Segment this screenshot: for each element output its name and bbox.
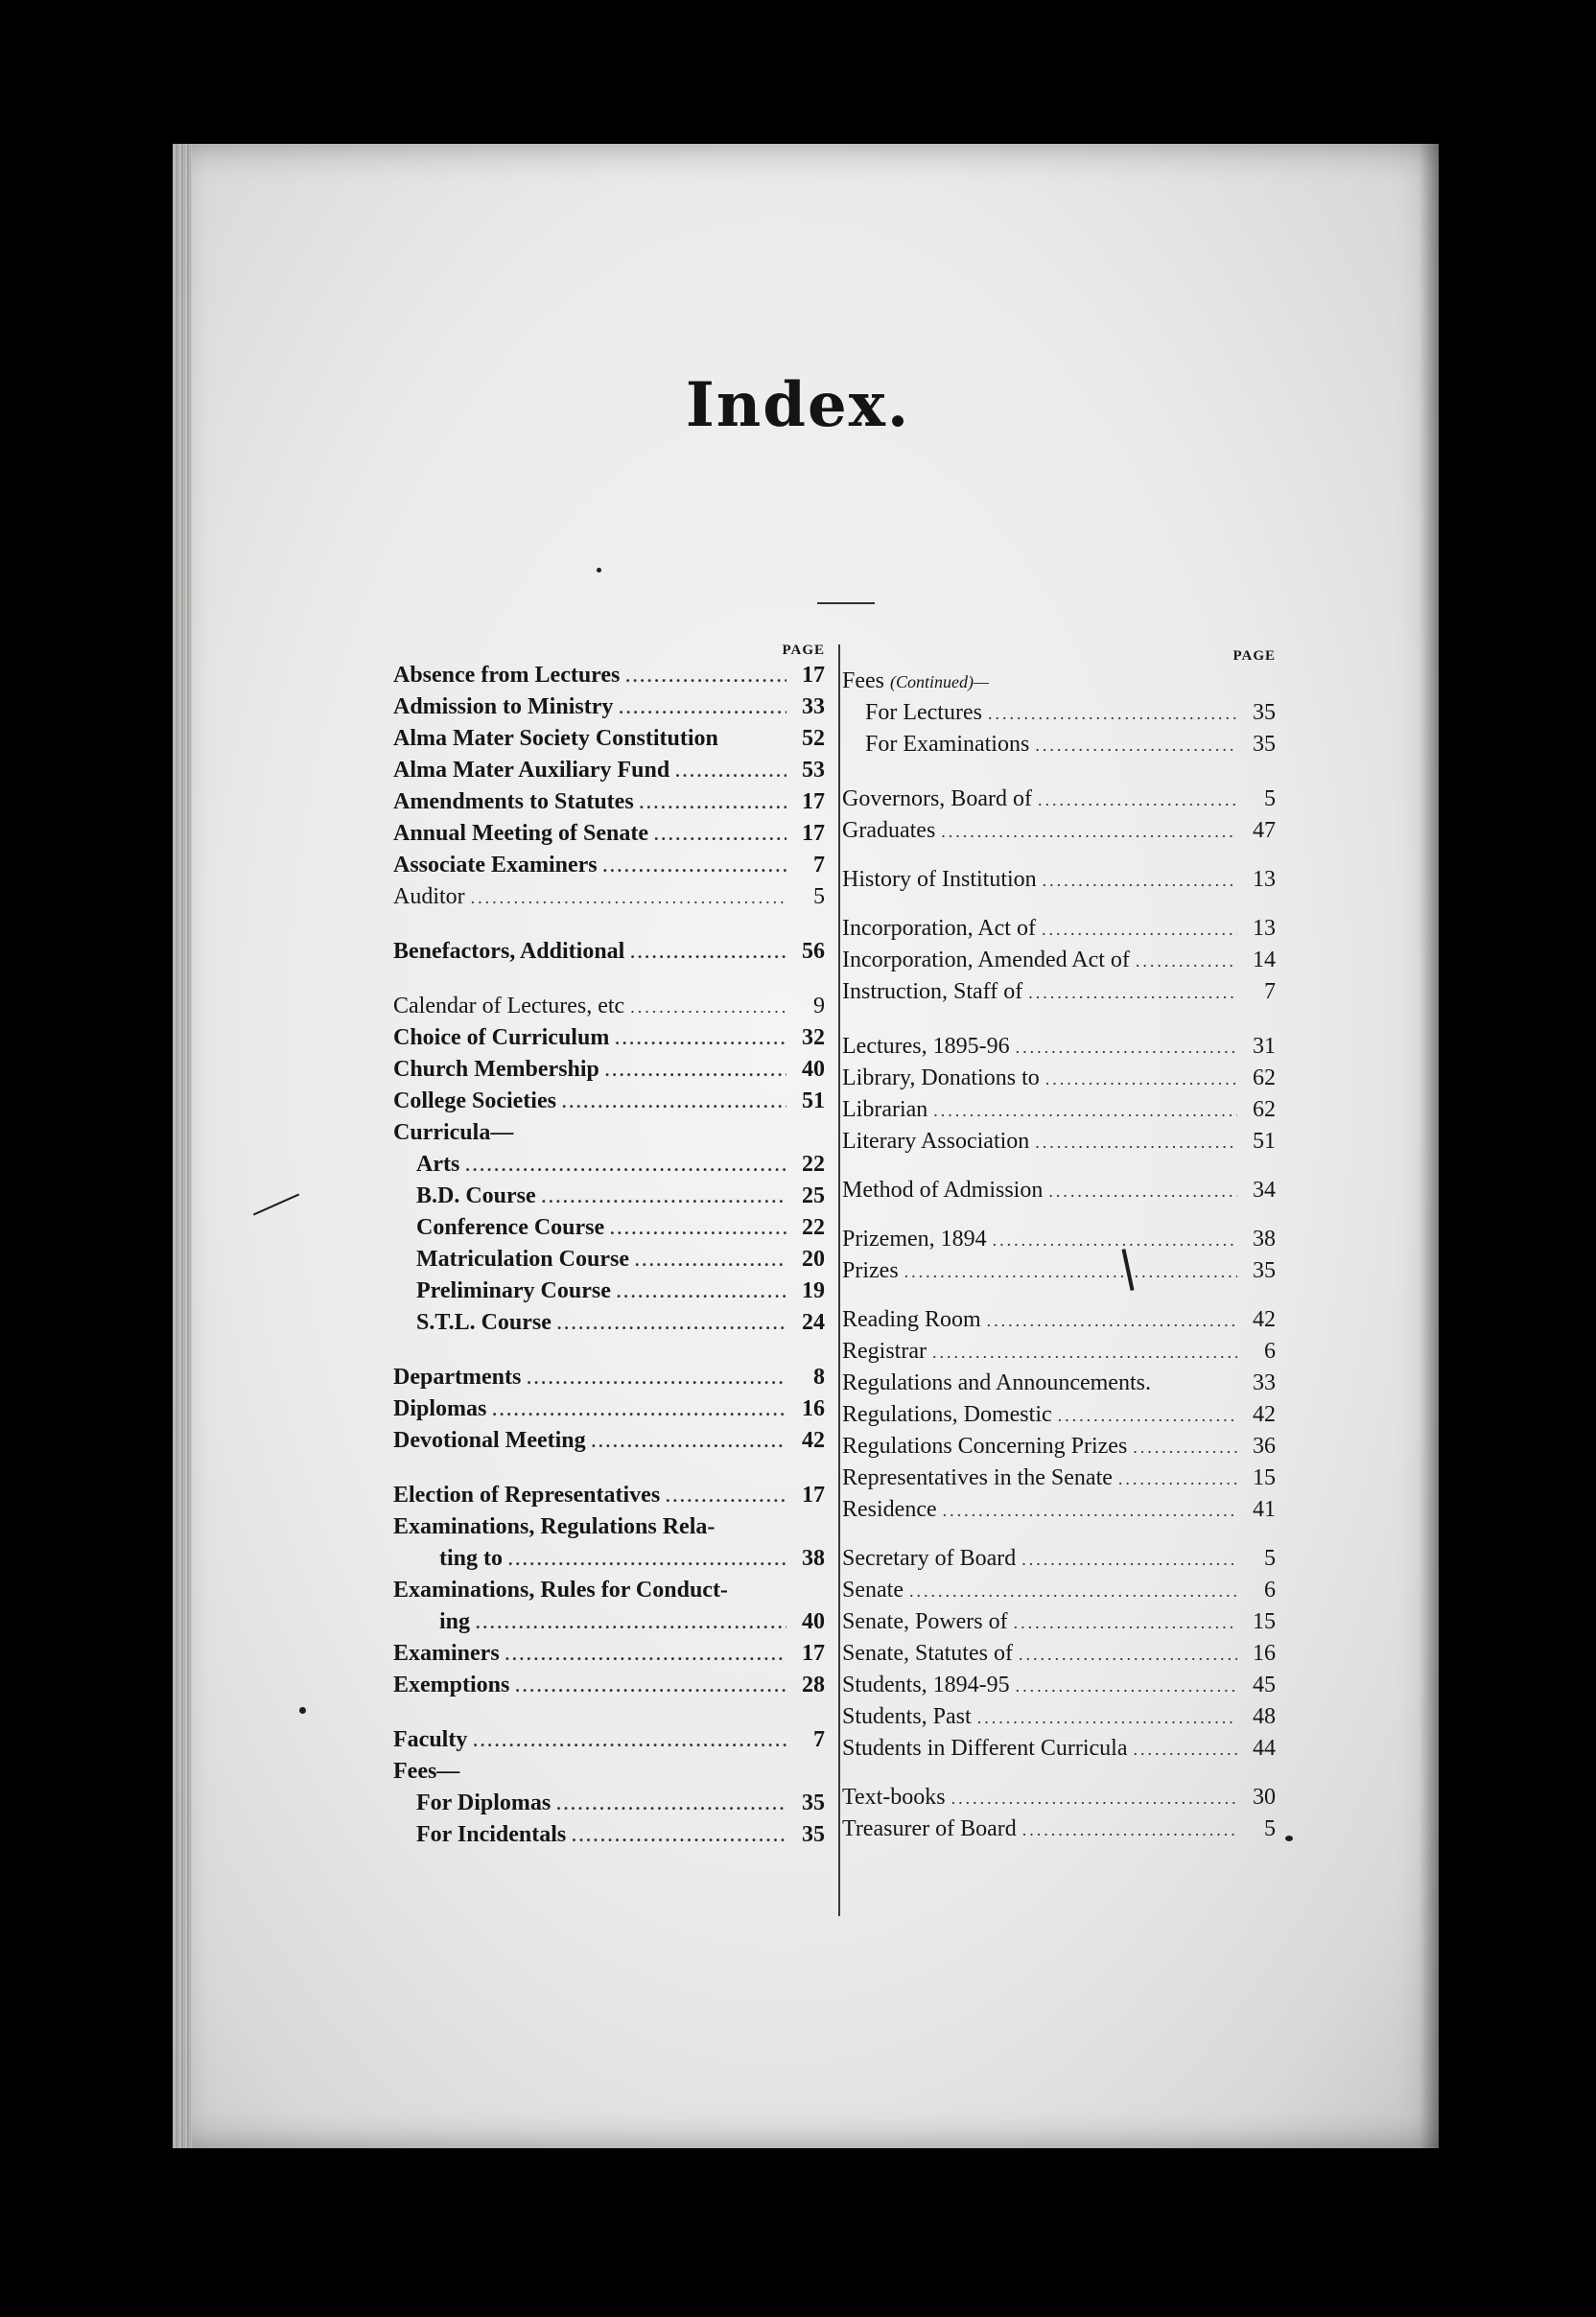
index-entry (393, 1393, 825, 1425)
index-entry-label: Incorporation, Act of (842, 916, 1036, 941)
index-entry-page-number: 52 (802, 726, 825, 751)
index-entry-label: Prizemen, 1894 (842, 1227, 987, 1252)
index-heading-label: Fees— (393, 1759, 460, 1784)
index-entry-label: Arts (416, 1152, 460, 1177)
index-entry-label: For Examinations (865, 732, 1030, 757)
index-entry-label: For Incidentals (416, 1822, 567, 1847)
index-entry-label: Incorporation, Amended Act of (842, 948, 1130, 972)
index-entry-page-number: 53 (802, 758, 825, 783)
index-entry-label: Exemptions (393, 1673, 510, 1697)
index-entry-label: For Lectures (865, 700, 982, 725)
index-entry-page-number: 13 (1253, 916, 1276, 941)
title-rule (817, 602, 875, 604)
dot-leader (1134, 1734, 1238, 1766)
index-entry (842, 1606, 1276, 1638)
dot-leader (1133, 1432, 1237, 1463)
index-entry (842, 1031, 1276, 1063)
dot-leader (562, 1087, 786, 1118)
index-entry-page-number: 33 (802, 694, 825, 719)
dot-leader (654, 819, 786, 851)
index-entry (842, 1304, 1276, 1336)
index-entry-page-number: 31 (1253, 1034, 1276, 1059)
index-entry-page-number: 42 (802, 1428, 825, 1453)
entry-gap (393, 1701, 825, 1724)
entry-gap (842, 1765, 1276, 1782)
index-entry (842, 729, 1276, 761)
index-entry-label: History of Institution (842, 867, 1037, 892)
index-entry (842, 913, 1276, 945)
index-entry-page-number: 33 (1253, 1370, 1276, 1395)
index-entry-label: Senate, Statutes of (842, 1641, 1013, 1666)
index-heading-label: Examinations, Rules for Conduct- (393, 1578, 728, 1603)
index-heading-sub: (Continued)— (890, 672, 989, 691)
dot-leader (527, 1363, 786, 1394)
index-entry (393, 723, 825, 755)
index-entry (393, 1788, 825, 1819)
dot-leader (617, 1276, 786, 1308)
dot-leader (943, 1495, 1237, 1527)
index-entry-page-number: 62 (1253, 1097, 1276, 1122)
index-entry-label: College Societies (393, 1088, 556, 1113)
dot-leader (1016, 1032, 1237, 1064)
index-entry-label: Choice of Curriculum (393, 1025, 610, 1050)
index-entry (842, 1336, 1276, 1368)
dot-leader (508, 1544, 786, 1576)
index-entry-page-number: 40 (802, 1057, 825, 1082)
entry-gap (393, 1457, 825, 1480)
index-entry (842, 1063, 1276, 1094)
index-entry-page-number: 22 (802, 1215, 825, 1240)
index-entry-page-number: 7 (1264, 979, 1276, 1004)
index-entry (393, 1480, 825, 1511)
column-divider (838, 644, 840, 1916)
index-entry-label: B.D. Course (416, 1183, 536, 1208)
index-entry-label: Method of Admission (842, 1178, 1044, 1203)
dot-leader (1019, 1639, 1237, 1671)
index-entry-page-number: 51 (1253, 1129, 1276, 1154)
index-entry-page-number: 5 (1264, 1546, 1276, 1571)
index-entry-label: Lectures, 1895-96 (842, 1034, 1010, 1059)
dot-leader (933, 1095, 1237, 1127)
index-entry (393, 755, 825, 786)
index-entry-page-number: 5 (1264, 1816, 1276, 1841)
index-entry (842, 1255, 1276, 1287)
index-entry-label: Treasurer of Board (842, 1816, 1017, 1841)
index-entry (393, 1244, 825, 1276)
index-entry (842, 1431, 1276, 1463)
index-entry-page-number: 35 (802, 1822, 825, 1847)
index-entry (393, 1425, 825, 1457)
index-entry (393, 660, 825, 691)
index-entry (393, 881, 825, 913)
index-list-left (393, 660, 825, 1851)
index-entry-label: Regulations Concerning Prizes (842, 1434, 1128, 1459)
index-entry-page-number: 35 (1253, 1258, 1276, 1283)
index-entry (842, 1782, 1276, 1814)
index-entry-label: Examiners (393, 1641, 500, 1666)
dot-leader (1045, 1064, 1237, 1095)
dot-leader (630, 992, 786, 1023)
index-entry-page-number: 51 (802, 1088, 825, 1113)
dot-leader (941, 816, 1237, 848)
page-column-header: PAGE (1232, 648, 1276, 664)
index-entry-page-number: 8 (813, 1365, 825, 1390)
dot-leader (977, 1702, 1237, 1734)
index-entry (842, 1175, 1276, 1206)
index-entry (842, 864, 1276, 896)
index-entry (842, 1463, 1276, 1494)
entry-gap (842, 1287, 1276, 1304)
index-entry-page-number: 62 (1253, 1065, 1276, 1090)
index-entry-page-number: 35 (1253, 700, 1276, 725)
dot-leader (666, 1481, 786, 1512)
dot-leader (1118, 1463, 1237, 1495)
index-entry (393, 1086, 825, 1117)
index-entry-page-number: 44 (1253, 1736, 1276, 1761)
index-entry (393, 1149, 825, 1181)
dot-leader (572, 1820, 786, 1852)
index-entry-label: Registrar (842, 1339, 927, 1364)
dot-leader (932, 1337, 1237, 1369)
dot-leader (1058, 1400, 1237, 1432)
dot-leader (1022, 1814, 1237, 1846)
dot-leader (909, 1576, 1237, 1607)
index-entry (842, 1670, 1276, 1701)
index-entry-label: Regulations and Announcements. (842, 1370, 1151, 1395)
dot-leader (1042, 914, 1237, 946)
dot-leader (635, 1245, 786, 1276)
index-entry-label: Benefactors, Additional (393, 939, 625, 964)
index-entry-label: Regulations, Domestic (842, 1402, 1052, 1427)
index-entry-label: Admission to Ministry (393, 694, 614, 719)
dot-leader (993, 1225, 1237, 1256)
index-heading-fees (393, 1756, 825, 1788)
index-entry-label: Faculty (393, 1727, 468, 1752)
index-entry-page-number: 5 (813, 884, 825, 909)
dot-leader (1043, 865, 1237, 897)
index-entry (393, 818, 825, 850)
index-entry-label: Absence from Lectures (393, 663, 621, 688)
index-entry-page-number: 15 (1253, 1465, 1276, 1490)
index-entry-page-number: 28 (802, 1673, 825, 1697)
ink-dot (1285, 1836, 1293, 1841)
index-entry-page-number: 40 (802, 1609, 825, 1634)
index-entry-label: S.T.L. Course (416, 1310, 552, 1335)
entry-gap (842, 1158, 1276, 1175)
index-entry (393, 1307, 825, 1339)
index-entry-label: ing (439, 1609, 471, 1634)
index-entry (842, 1368, 1276, 1399)
index-entry (842, 1575, 1276, 1606)
dot-leader (1035, 1127, 1237, 1158)
index-entry (393, 1819, 825, 1851)
entry-gap (393, 913, 825, 936)
index-entry (842, 1701, 1276, 1733)
index-entry-page-number: 16 (1253, 1641, 1276, 1666)
index-entry-page-number: 20 (802, 1247, 825, 1272)
index-entry (393, 1606, 825, 1638)
index-entry (393, 1670, 825, 1701)
index-heading-examinations-rules-for-conduct (393, 1575, 825, 1606)
index-entry-label: Governors, Board of (842, 786, 1032, 811)
index-entry (393, 936, 825, 968)
index-entry-page-number: 9 (813, 994, 825, 1018)
index-entry-page-number: 15 (1253, 1609, 1276, 1634)
index-entry (393, 850, 825, 881)
index-entry-label: Departments (393, 1365, 522, 1390)
index-entry-page-number: 17 (802, 663, 825, 688)
index-heading-label: Fees (842, 668, 884, 693)
index-heading-label: Examinations, Regulations Rela- (393, 1514, 716, 1539)
dot-leader (625, 661, 786, 692)
dot-leader (904, 1256, 1237, 1288)
index-entry (393, 1543, 825, 1575)
index-entry-page-number: 41 (1253, 1497, 1276, 1522)
index-entry-page-number: 13 (1253, 867, 1276, 892)
dot-leader (1028, 977, 1237, 1009)
index-entry-page-number: 56 (802, 939, 825, 964)
index-entry (842, 1494, 1276, 1526)
index-entry-label: Representatives in the Senate (842, 1465, 1113, 1490)
index-entry-label: Library, Donations to (842, 1065, 1040, 1090)
dot-leader (557, 1308, 786, 1340)
dot-leader (951, 1783, 1237, 1814)
index-entry-label: For Diplomas (416, 1790, 552, 1815)
index-entry (842, 1638, 1276, 1670)
dot-leader (675, 756, 786, 787)
index-entry-page-number: 19 (802, 1278, 825, 1303)
dot-leader (556, 1789, 786, 1820)
index-heading-label: Curricula— (393, 1120, 514, 1145)
index-entry-label: Matriculation Course (416, 1247, 629, 1272)
dot-leader (603, 851, 786, 882)
index-entry-page-number: 36 (1253, 1434, 1276, 1459)
index-entry (393, 1212, 825, 1244)
entry-gap (842, 761, 1276, 784)
index-entry (393, 1181, 825, 1212)
index-entry (393, 1362, 825, 1393)
dot-leader (492, 1394, 786, 1426)
dot-leader (1048, 1176, 1237, 1207)
index-entry-page-number: 38 (1253, 1227, 1276, 1252)
index-entry-label: Reading Room (842, 1307, 981, 1332)
entry-gap (393, 968, 825, 991)
index-entry-label: ting to (439, 1546, 503, 1571)
dot-leader (1021, 1544, 1237, 1576)
index-entry-page-number: 35 (802, 1790, 825, 1815)
index-entry-label: Associate Examiners (393, 853, 598, 878)
index-entry-label: Students in Different Curricula (842, 1736, 1128, 1761)
dot-leader (1038, 784, 1237, 816)
index-entry-page-number: 34 (1253, 1178, 1276, 1203)
dot-leader (473, 1725, 786, 1757)
index-entry-page-number: 32 (802, 1025, 825, 1050)
index-entry (842, 1126, 1276, 1158)
index-entry-label: Devotional Meeting (393, 1428, 586, 1453)
index-entry-label: Students, 1894-95 (842, 1673, 1010, 1697)
index-entry-label: Preliminary Course (416, 1278, 611, 1303)
index-entry-label: Alma Mater Auxiliary Fund (393, 758, 670, 783)
index-entry-page-number: 35 (1253, 732, 1276, 757)
index-entry-page-number: 42 (1253, 1307, 1276, 1332)
index-entry-page-number: 45 (1253, 1673, 1276, 1697)
index-entry (842, 1094, 1276, 1126)
index-entry-page-number: 5 (1264, 786, 1276, 811)
dot-leader (630, 937, 786, 969)
index-entry-page-number: 38 (802, 1546, 825, 1571)
index-entry-page-number: 16 (802, 1396, 825, 1421)
index-entry (393, 1054, 825, 1086)
index-entry (842, 1224, 1276, 1255)
dot-leader (1016, 1671, 1237, 1702)
index-entry (393, 1022, 825, 1054)
index-entry (842, 784, 1276, 815)
index-entry (393, 1276, 825, 1307)
index-heading-examinations-regulations-rela (393, 1511, 825, 1543)
dot-leader (542, 1182, 786, 1213)
index-column-left (393, 641, 825, 1851)
dot-leader (471, 882, 786, 914)
index-entry-label: Graduates (842, 818, 936, 843)
index-list-right (842, 666, 1276, 1845)
entry-gap (842, 1008, 1276, 1031)
index-entry-page-number: 24 (802, 1310, 825, 1335)
entry-gap (842, 1526, 1276, 1543)
index-entry (842, 1814, 1276, 1845)
index-entry-label: Diplomas (393, 1396, 487, 1421)
index-entry-page-number: 14 (1253, 948, 1276, 972)
index-entry-page-number: 17 (802, 1483, 825, 1508)
ink-dot (597, 568, 601, 573)
dot-leader (615, 1023, 786, 1055)
index-entry-label: Conference Course (416, 1215, 605, 1240)
dot-leader (619, 692, 786, 724)
index-entry (393, 991, 825, 1022)
index-entry (393, 1724, 825, 1756)
index-entry (393, 786, 825, 818)
index-entry (842, 976, 1276, 1008)
index-entry-page-number: 48 (1253, 1704, 1276, 1729)
index-heading-curricula (393, 1117, 825, 1149)
page-title: Index. (685, 369, 911, 441)
index-entry-label: Residence (842, 1497, 937, 1522)
dot-leader (505, 1639, 786, 1671)
index-entry-label: Senate (842, 1578, 904, 1603)
dot-leader (592, 1426, 786, 1458)
dot-leader (1035, 730, 1237, 761)
index-heading-fees (842, 666, 1276, 697)
dot-leader (988, 698, 1237, 730)
index-entry-label: Election of Representatives (393, 1483, 661, 1508)
index-entry-page-number: 7 (813, 1727, 825, 1752)
index-entry-label: Librarian (842, 1097, 928, 1122)
index-entry-label: Senate, Powers of (842, 1609, 1008, 1634)
index-entry-page-number: 17 (802, 1641, 825, 1666)
page-edge-right (1420, 144, 1477, 2148)
index-entry (842, 1399, 1276, 1431)
index-entry-page-number: 30 (1253, 1785, 1276, 1810)
index-entry-label: Church Membership (393, 1057, 599, 1082)
index-entry (393, 691, 825, 723)
dot-leader (465, 1150, 786, 1182)
dot-leader (515, 1671, 786, 1702)
index-entry-page-number: 42 (1253, 1402, 1276, 1427)
ink-dot (299, 1707, 306, 1714)
index-entry-page-number: 47 (1253, 818, 1276, 843)
index-entry-label: Amendments to Statutes (393, 789, 634, 814)
dot-leader (987, 1305, 1237, 1337)
index-entry (393, 1638, 825, 1670)
dot-leader (1136, 946, 1237, 977)
index-entry (842, 815, 1276, 847)
index-entry-page-number: 22 (802, 1152, 825, 1177)
index-entry-label: Text-books (842, 1785, 946, 1810)
dot-leader (610, 1213, 786, 1245)
index-entry (842, 945, 1276, 976)
index-entry-label: Calendar of Lectures, etc (393, 994, 625, 1018)
dot-leader (605, 1055, 786, 1087)
index-entry (842, 1543, 1276, 1575)
page-edge-left (173, 144, 192, 2148)
index-entry-label: Alma Mater Society Constitution (393, 726, 718, 751)
index-entry-page-number: 17 (802, 789, 825, 814)
index-entry-label: Auditor (393, 884, 465, 909)
index-entry-label: Literary Association (842, 1129, 1030, 1154)
index-entry-page-number: 17 (802, 821, 825, 846)
index-entry-page-number: 7 (813, 853, 825, 878)
dot-leader (1014, 1607, 1237, 1639)
index-entry (842, 697, 1276, 729)
entry-gap (842, 847, 1276, 864)
index-entry-page-number: 6 (1264, 1339, 1276, 1364)
page-column-header: PAGE (782, 643, 825, 658)
dot-leader (476, 1607, 786, 1639)
entry-gap (842, 896, 1276, 913)
index-entry-label: Students, Past (842, 1704, 972, 1729)
index-column-right (842, 646, 1276, 1845)
index-entry-page-number: 6 (1264, 1578, 1276, 1603)
entry-gap (393, 1339, 825, 1362)
index-entry-label: Annual Meeting of Senate (393, 821, 648, 846)
index-entry (842, 1733, 1276, 1765)
index-entry-label: Instruction, Staff of (842, 979, 1023, 1004)
index-entry-label: Secretary of Board (842, 1546, 1017, 1571)
entry-gap (842, 1206, 1276, 1224)
dot-leader (640, 787, 786, 819)
index-entry-page-number: 25 (802, 1183, 825, 1208)
index-entry-label: Prizes (842, 1258, 899, 1283)
